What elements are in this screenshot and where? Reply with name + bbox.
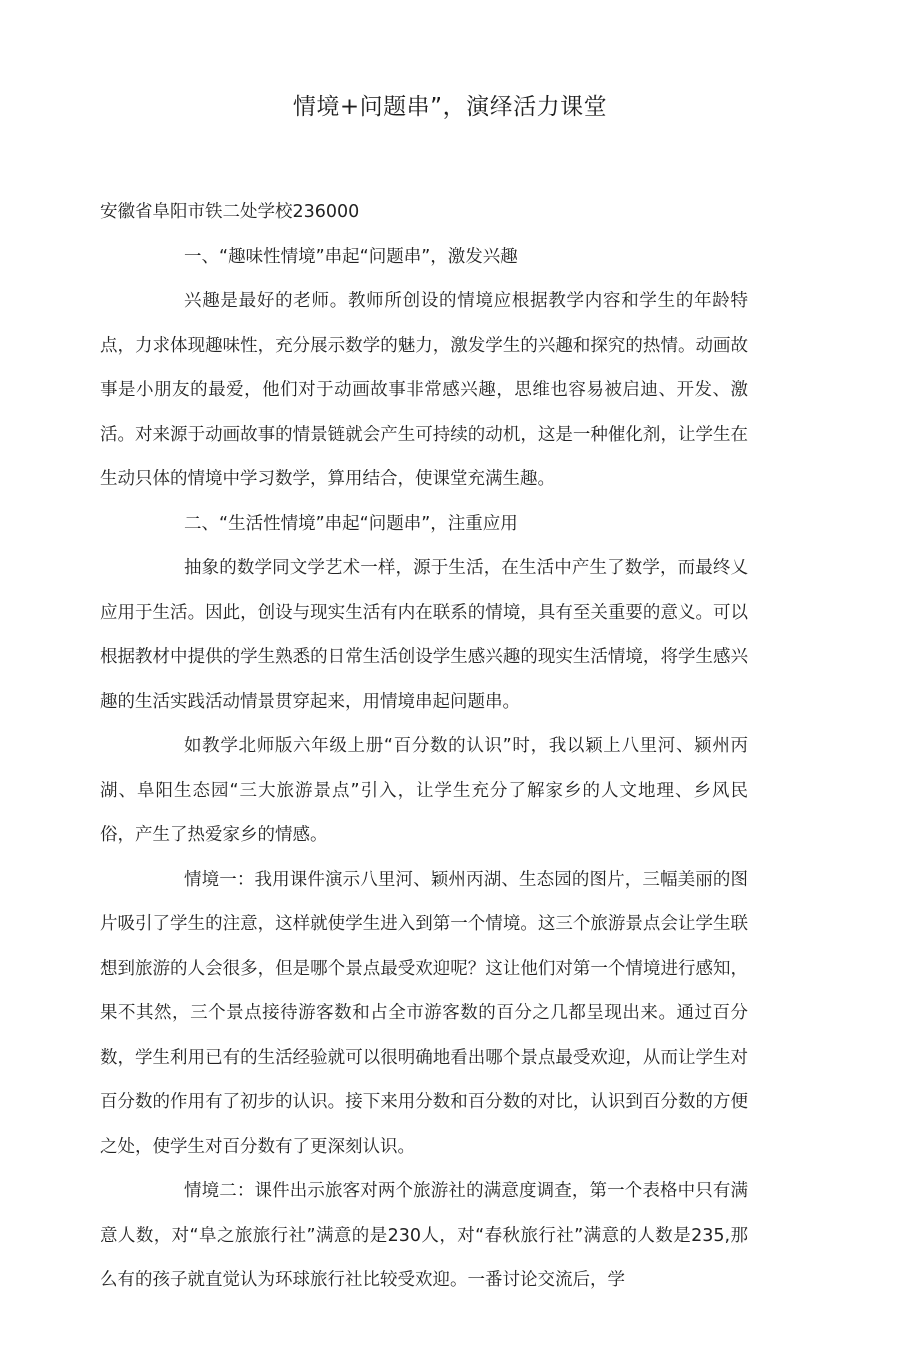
section-heading-2: 二、“生活性情境”串起“问题串”，注重应用 xyxy=(184,513,518,534)
paragraph: 情境一：我用课件演示八里河、颖州丙湖、生态园的图片，三幅美丽的图片吸引了学生的注意，这样就使学生进入到第一个情境。这三个旅游景点会让学生联想到旅游的人会很多，但是哪个景点最受欢迎呢？这让他们对第一个情境进行感知，果不其然，三个景点接待游客数和占全市游客数的百分之几都呈现出来。通过百分数，学生利用已有的生活经验就可以很明确地看出哪个景点最受欢迎，从而让学生对百分数的作用有了初步的认识。接下来用分数和百分数的对比，认识到百分数的方便之处，使学生对百分数有了更深刻认识。 xyxy=(100,869,748,1157)
page-title: 情境+问题串”，演绎活力课堂 xyxy=(292,94,608,120)
paragraph: 抽象的数学同文学艺术一样，源于生活，在生活中产生了数学，而最终乂应用于生活。因此，创设与现实生活有内在联系的情境，具有至关重要的意义。可以根据教材中提供的学生熟悉的日常生活创设学生感兴趣的现实生活情境，将学生感兴趣的生活实践活动情景贯穿起来，用情境串起问题串。 xyxy=(100,558,748,712)
paragraph: 情境二：课件出示旅客对两个旅游社的满意度调查，第一个表格中只有满意人数，对“阜之旅旅行社”满意的是230人，对“春秋旅行社”满意的人数是235,那么有的孩子就直觉认为环球旅行社比较受欢迎。一番讨论交流后，学 xyxy=(100,1181,748,1290)
document-body xyxy=(100,190,748,1303)
paragraph: 兴趣是最好的老师。教师所创设的情境应根据教学内容和学生的年龄特点，力求体现趣味性，充分展示数学的魅力，激发学生的兴趣和探究的热情。动画故事是小朋友的最爱，他们对于动画故事非常感兴趣，思维也容易被启迪、开发、激活。对来源于动画故事的情景链就会产生可持续的动机，这是一种催化剂，让学生在生动只体的情境中学习数学，算用结合，使课堂充满生趣。 xyxy=(100,291,748,489)
author-affiliation: 安徽省阜阳市铁二处学校236000 xyxy=(100,202,360,222)
paragraph: 如教学北师版六年级上册“百分数的认识”时，我以颖上八里河、颍州丙湖、阜阳生态园“三大旅游景点”引入，让学生充分了解家乡的人文地理、乡风民俗，产生了热爱家乡的情感。 xyxy=(100,736,748,845)
section-heading-1: 一、“趣味性情境”串起“问题串”，激发兴趣 xyxy=(184,246,518,267)
